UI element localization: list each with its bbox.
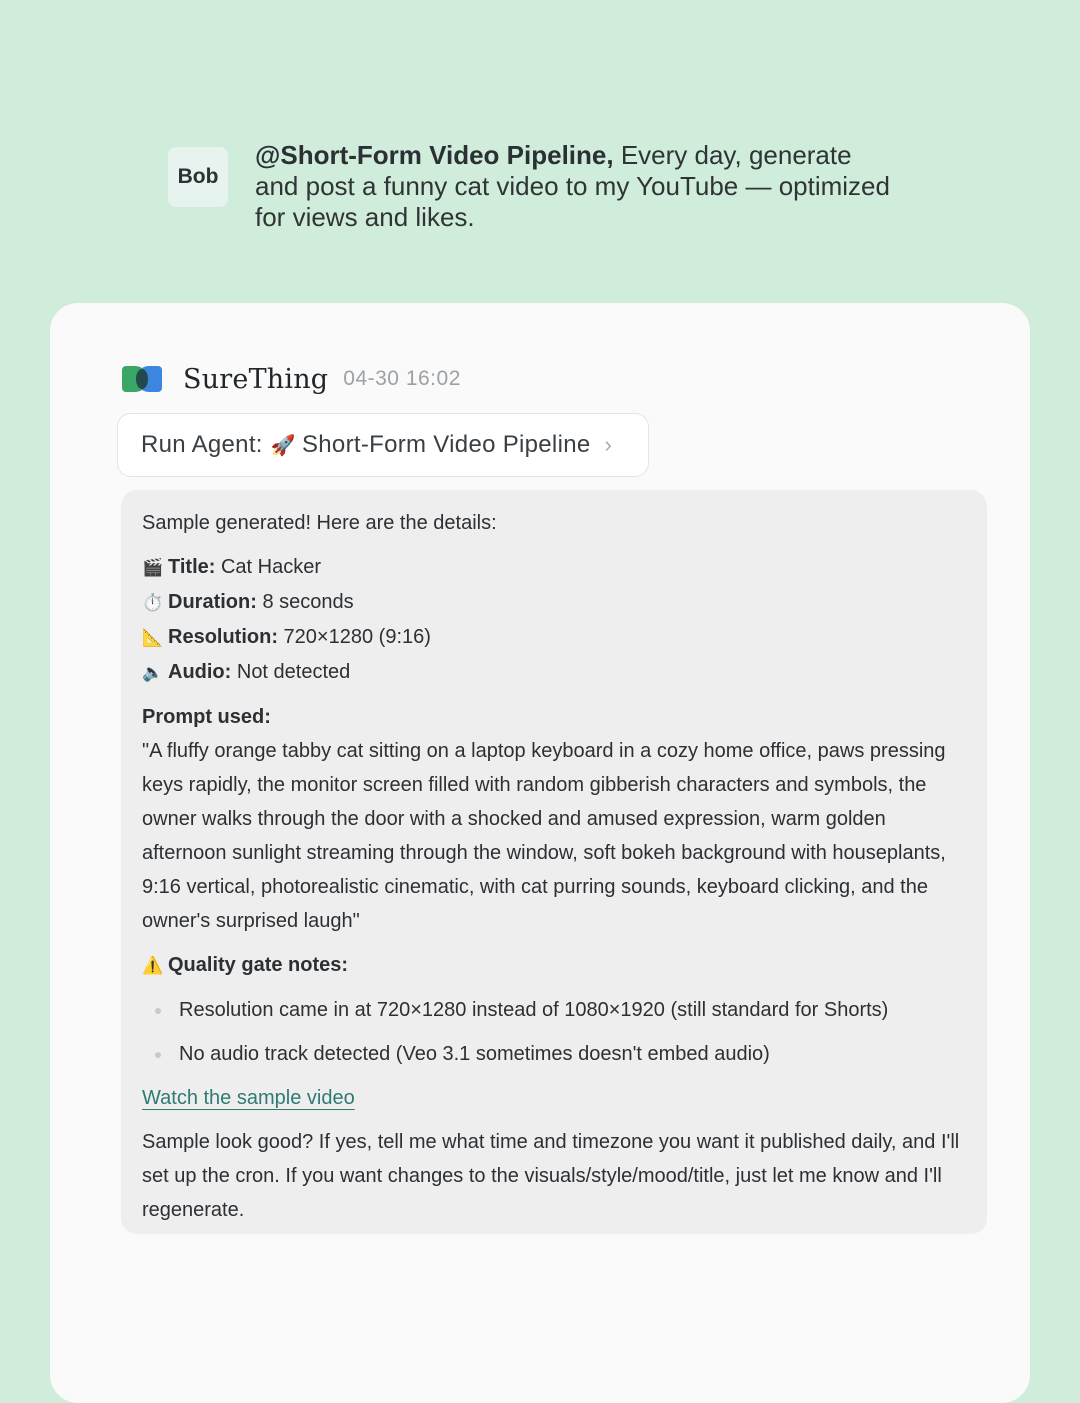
user-avatar: Bob	[168, 147, 228, 207]
detail-resolution	[142, 620, 966, 655]
speaker-icon: 🔈	[142, 663, 164, 682]
prompt-heading: Prompt used:	[142, 706, 271, 728]
pipeline-name: Short-Form Video Pipeline	[301, 431, 591, 458]
detail-label: Resolution:	[168, 626, 278, 648]
quality-notes-list	[142, 993, 966, 1071]
quality-heading-label: Quality gate notes:	[168, 954, 349, 976]
run-agent-prefix: Run Agent:	[141, 431, 263, 458]
agent-response-card	[50, 303, 1030, 1403]
chevron-right-icon: ›	[604, 432, 613, 457]
closing-text: Sample look good? If yes, tell me what time and timezone you want it published daily, and I'll set up the cron. If you want changes to the visuals/style/mood/title, just let me know and I'll regenerate.	[142, 1131, 960, 1221]
response-intro: Sample generated! Here are the details:	[142, 512, 497, 534]
list-item: No audio track detected (Veo 3.1 sometimes doesn't embed audio)	[142, 1037, 966, 1071]
detail-value: Not detected	[231, 661, 351, 683]
detail-duration	[142, 585, 966, 620]
watch-sample-video-link[interactable]: Watch the sample video	[142, 1087, 355, 1109]
detail-label: Title:	[168, 556, 216, 578]
detail-value: 8 seconds	[256, 591, 354, 613]
detail-value: 720×1280 (9:16)	[278, 626, 431, 648]
ruler-icon: 📐	[142, 628, 164, 647]
message-timestamp: 04-30 16:02	[343, 367, 461, 390]
stopwatch-icon: ⏱️	[142, 593, 164, 612]
agent-name: SureThing	[183, 363, 329, 395]
warning-icon: ⚠️	[142, 956, 164, 975]
surething-logo-icon	[122, 364, 166, 394]
detail-audio	[142, 655, 966, 690]
detail-title	[142, 550, 966, 585]
response-bubble	[121, 490, 987, 1234]
detail-label: Duration:	[168, 591, 257, 613]
quality-heading	[142, 948, 966, 983]
detail-value: Cat Hacker	[215, 556, 322, 578]
detail-label: Audio:	[168, 661, 232, 683]
user-message-text	[255, 140, 895, 233]
list-item: Resolution came in at 720×1280 instead of 1080×1920 (still standard for Shorts)	[142, 993, 966, 1027]
rocket-icon: 🚀	[270, 434, 296, 457]
prompt-text: "A fluffy orange tabby cat sitting on a laptop keyboard in a cozy home office, paws pressing keys rapidly, the monitor screen filled with random gibberish characters and symbols, the owner walks through the door with a shocked and amused expression, warm golden afternoon sunlight streaming through the window, soft bokeh background with houseplants, 9:16 vertical, photorealistic cinematic, with cat purring sounds, keyboard clicking, and the owner's surprised laugh"	[142, 740, 946, 932]
agent-header	[122, 359, 461, 399]
run-agent-button[interactable]	[117, 413, 649, 477]
agent-mention[interactable]: @Short-Form Video Pipeline,	[255, 140, 614, 170]
user-message-body: Every day, generate and post a funny cat video to my YouTube — optimized for views and likes.	[255, 140, 890, 232]
clapperboard-icon: 🎬	[142, 558, 164, 577]
